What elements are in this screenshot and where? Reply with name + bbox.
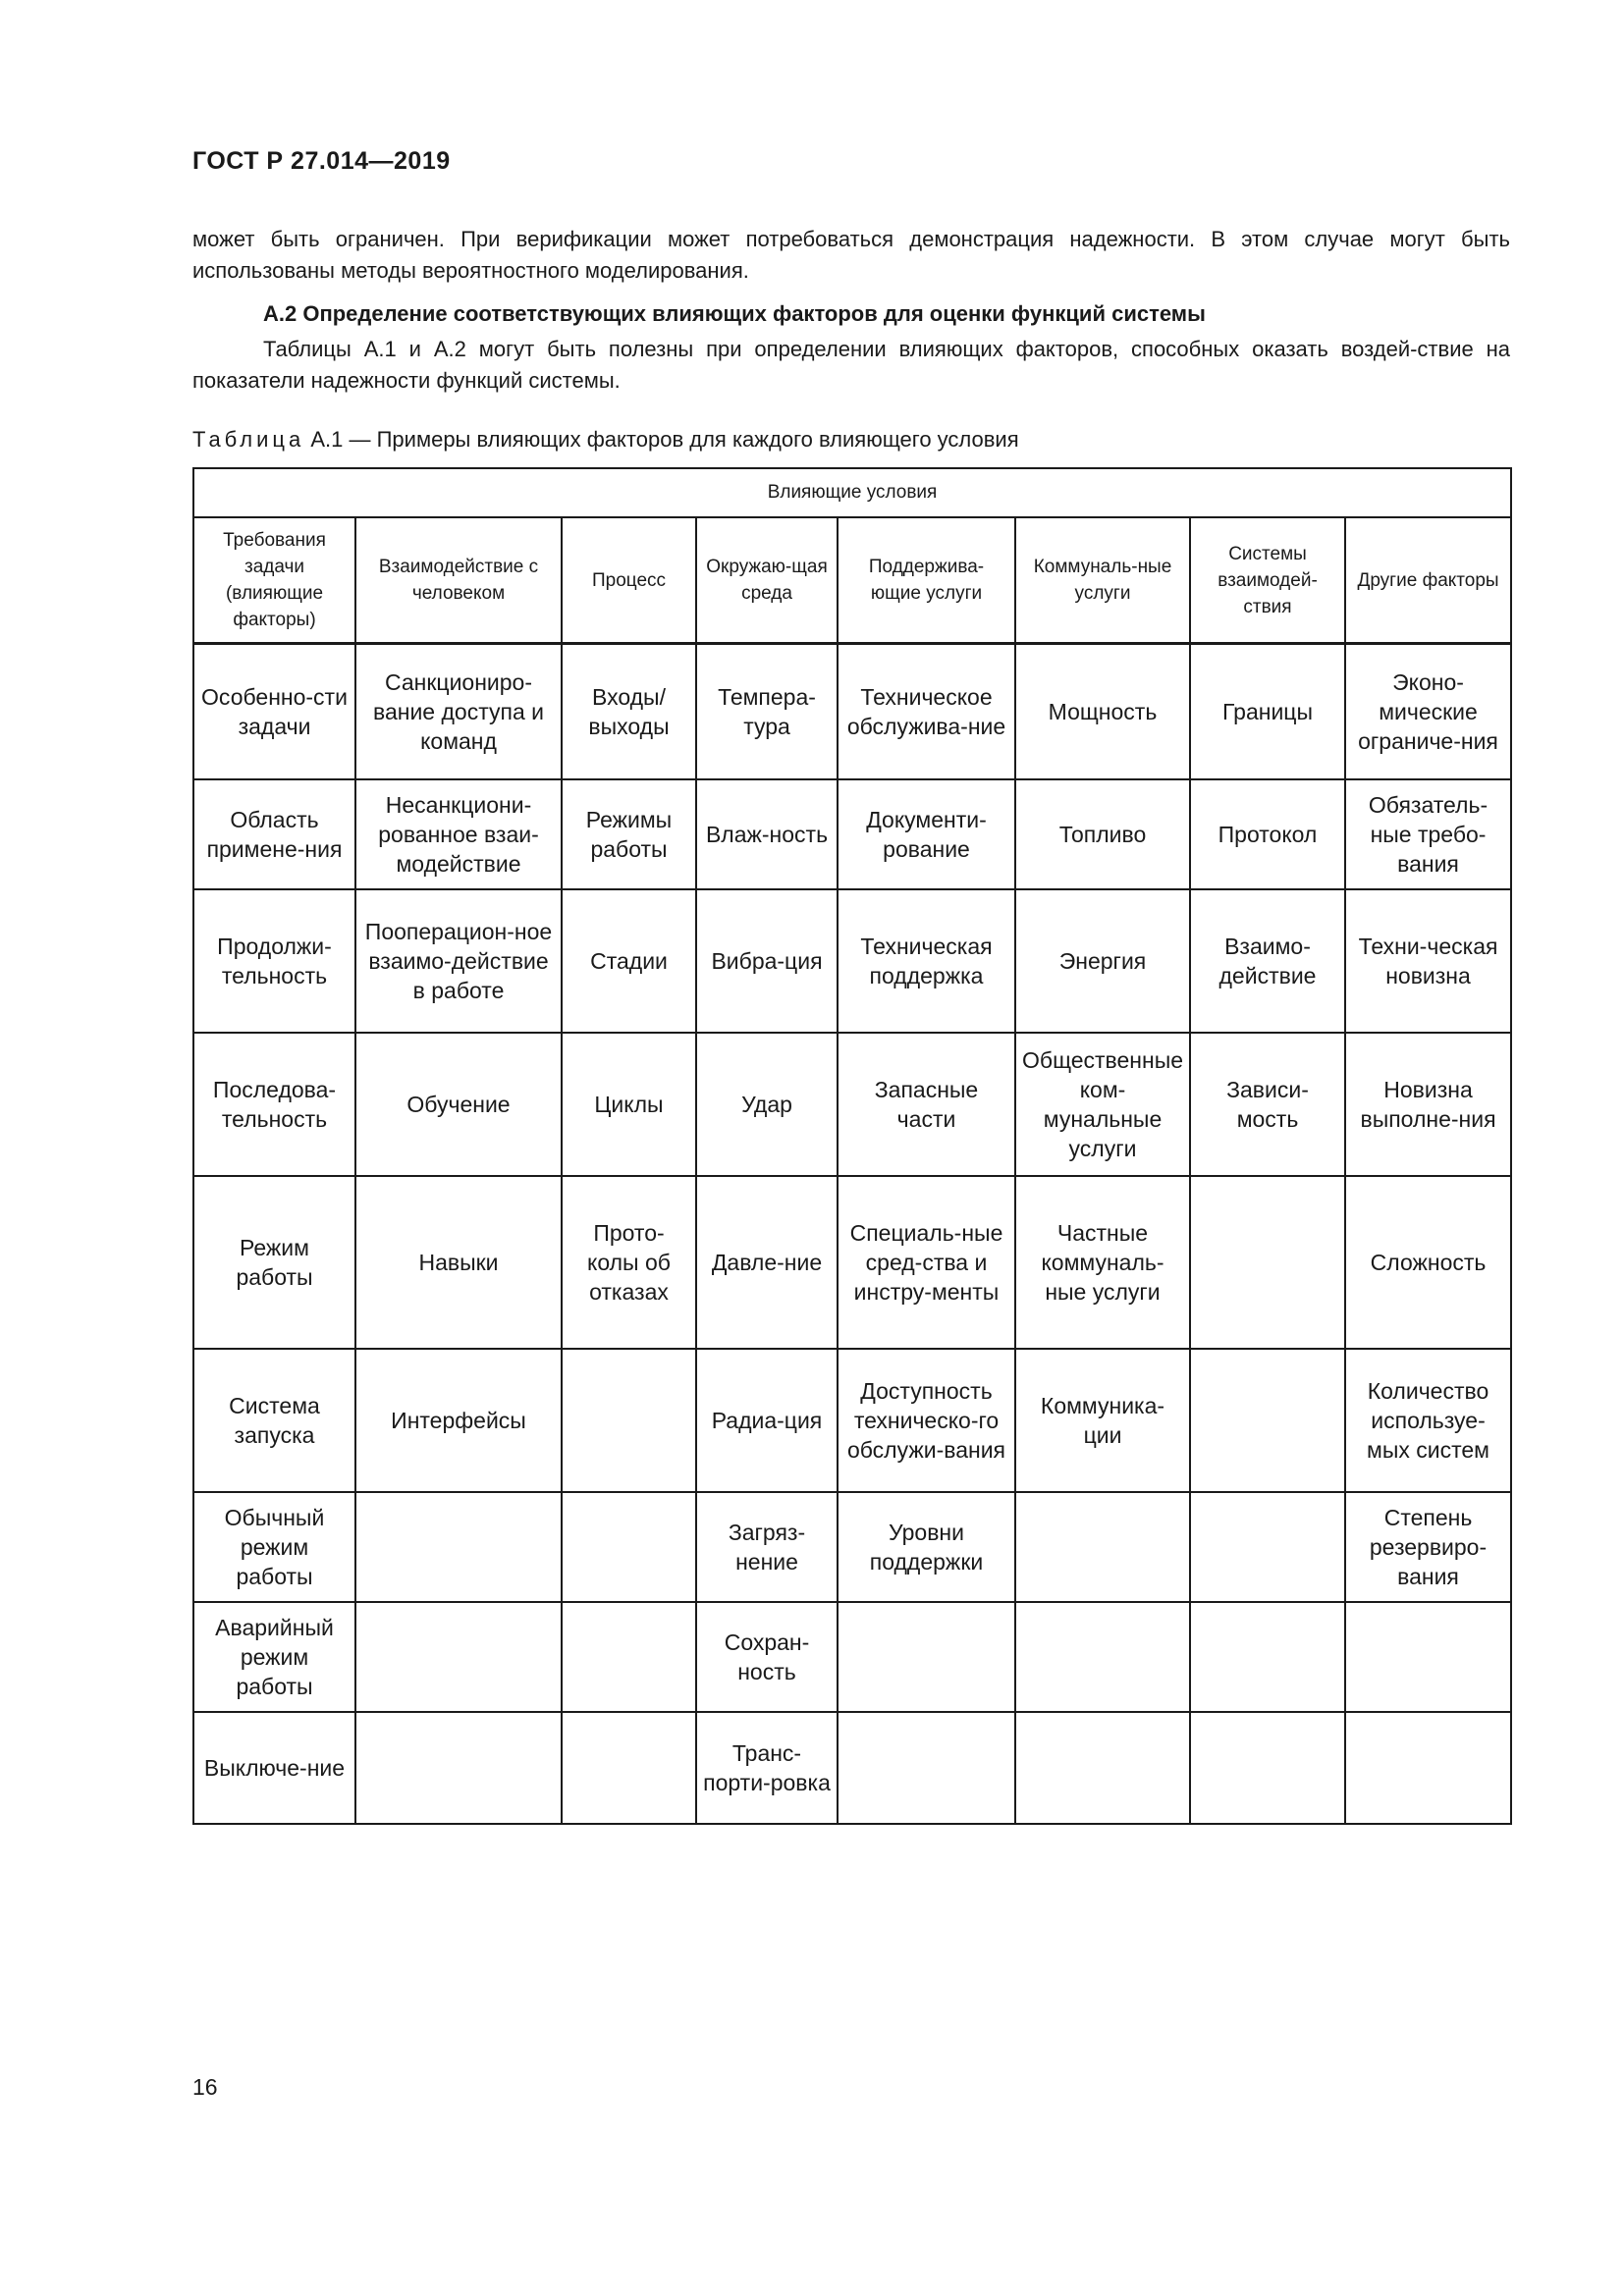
table-cell: Область примене-ния: [193, 779, 355, 889]
table-cell: Входы/ выходы: [562, 644, 696, 779]
table-cell: [1190, 1349, 1345, 1492]
column-header: Системы взаимодей-ствия: [1190, 517, 1345, 644]
table-row: [193, 1712, 1511, 1824]
table-row: [193, 644, 1511, 779]
table-cell: Давле-ние: [696, 1176, 838, 1349]
table-super-header: Влияющие условия: [193, 468, 1511, 517]
table-row: [193, 889, 1511, 1033]
table-cell: Циклы: [562, 1033, 696, 1176]
table-cell: Специаль-ные сред-ства и инстру-менты: [838, 1176, 1015, 1349]
table-cell: Взаимо-действие: [1190, 889, 1345, 1033]
table-cell: Мощность: [1015, 644, 1190, 779]
table-cell: Новизна выполне-ния: [1345, 1033, 1511, 1176]
table-cell: [562, 1349, 696, 1492]
table-row: [193, 1033, 1511, 1176]
table-cell: Границы: [1190, 644, 1345, 779]
table-row: [193, 779, 1511, 889]
table-cell: Темпера-тура: [696, 644, 838, 779]
table-cell: [1190, 1176, 1345, 1349]
column-header: Коммуналь-ные услуги: [1015, 517, 1190, 644]
table-cell: Запасные части: [838, 1033, 1015, 1176]
table-cell: Продолжи-тельность: [193, 889, 355, 1033]
table-cell: Коммуника-ции: [1015, 1349, 1190, 1492]
table-cell: Техническая поддержка: [838, 889, 1015, 1033]
table-cell: Санкциониро-вание доступа и команд: [355, 644, 562, 779]
table-cell: Загряз-нение: [696, 1492, 838, 1602]
section-heading: А.2 Определение соответствующих влияющих факторов для оценки функций системы: [263, 301, 1206, 326]
table-cell: [838, 1602, 1015, 1712]
table-cell: Протокол: [1190, 779, 1345, 889]
table-cell: [1190, 1602, 1345, 1712]
table-caption: [192, 424, 1019, 455]
table-cell: Выключе-ние: [193, 1712, 355, 1824]
intro-paragraph: может быть ограничен. При верификации может потребоваться демонстрация надежности. В этом случае могут быть использованы методы вероятностного моделирования.: [192, 227, 1510, 283]
column-header: Взаимодействие с человеком: [355, 517, 562, 644]
column-header: Окружаю-щая среда: [696, 517, 838, 644]
table-cell: Документи-рование: [838, 779, 1015, 889]
table-cell: [1345, 1712, 1511, 1824]
influencing-factors-table: [192, 467, 1512, 1825]
column-header: Поддержива-ющие услуги: [838, 517, 1015, 644]
table-cell: Радиа-ция: [696, 1349, 838, 1492]
table-cell: [355, 1492, 562, 1602]
table-cell: Энергия: [1015, 889, 1190, 1033]
table-cell: [1190, 1712, 1345, 1824]
table-cell: Транс-порти-ровка: [696, 1712, 838, 1824]
section-paragraph: Таблицы А.1 и А.2 могут быть полезны при определении влияющих факторов, способных оказать воздей-ствие на показатели надежности функций системы.: [192, 337, 1510, 393]
table-cell: Обычный режим работы: [193, 1492, 355, 1602]
table-cell: Несанкциони-рованное взаи-модействие: [355, 779, 562, 889]
table-row: [193, 1492, 1511, 1602]
table-cell: Топливо: [1015, 779, 1190, 889]
table-cell: [1190, 1492, 1345, 1602]
document-header: ГОСТ Р 27.014—2019: [192, 147, 451, 175]
table-cell: [355, 1602, 562, 1712]
table-cell: Зависи-мость: [1190, 1033, 1345, 1176]
page-number: 16: [192, 2074, 218, 2100]
table-row: [193, 1176, 1511, 1349]
table-caption-text: А.1 — Примеры влияющих факторов для каждого влияющего условия: [304, 427, 1019, 452]
table-cell: Сложность: [1345, 1176, 1511, 1349]
table-cell: Эконо-мические ограниче-ния: [1345, 644, 1511, 779]
table-body: [193, 644, 1511, 1824]
table-cell: Режимы работы: [562, 779, 696, 889]
table-cell: Обучение: [355, 1033, 562, 1176]
table-cell: Удар: [696, 1033, 838, 1176]
table-cell: Количество используе-мых систем: [1345, 1349, 1511, 1492]
table-cell: Сохран-ность: [696, 1602, 838, 1712]
table-row: [193, 1602, 1511, 1712]
table-cell: Последова-тельность: [193, 1033, 355, 1176]
table-cell: [1015, 1602, 1190, 1712]
table-cell: Влаж-ность: [696, 779, 838, 889]
table-cell: Навыки: [355, 1176, 562, 1349]
table-cell: Стадии: [562, 889, 696, 1033]
column-header: Процесс: [562, 517, 696, 644]
column-header: Требования задачи (влияющие факторы): [193, 517, 355, 644]
table-cell: Доступность техническо-го обслужи-вания: [838, 1349, 1015, 1492]
table-cell: Прото-колы об отказах: [562, 1176, 696, 1349]
table-cell: Особенно-сти задачи: [193, 644, 355, 779]
table-row: [193, 1349, 1511, 1492]
table-cell: [562, 1492, 696, 1602]
table-cell: Пооперацион-ное взаимо-действие в работе: [355, 889, 562, 1033]
table-cell: Аварийный режим работы: [193, 1602, 355, 1712]
table-cell: Техническое обслужива-ние: [838, 644, 1015, 779]
table-cell: [838, 1712, 1015, 1824]
table-cell: Техни-ческая новизна: [1345, 889, 1511, 1033]
table-cell: Общественные ком-мунальные услуги: [1015, 1033, 1190, 1176]
table-cell: Система запуска: [193, 1349, 355, 1492]
table-cell: [1015, 1712, 1190, 1824]
table-cell: Уровни поддержки: [838, 1492, 1015, 1602]
table-cell: Режим работы: [193, 1176, 355, 1349]
table-cell: Обязатель-ные требо-вания: [1345, 779, 1511, 889]
table-cell: [1015, 1492, 1190, 1602]
column-header: Другие факторы: [1345, 517, 1511, 644]
table-cell: Интерфейсы: [355, 1349, 562, 1492]
table-cell: [562, 1602, 696, 1712]
table-cell: [355, 1712, 562, 1824]
table-cell: Вибра-ция: [696, 889, 838, 1033]
table-cell: [562, 1712, 696, 1824]
table-cell: Частные коммуналь-ные услуги: [1015, 1176, 1190, 1349]
table-cell: [1345, 1602, 1511, 1712]
table-caption-label: Таблица: [192, 427, 305, 452]
table-cell: Степень резервиро-вания: [1345, 1492, 1511, 1602]
